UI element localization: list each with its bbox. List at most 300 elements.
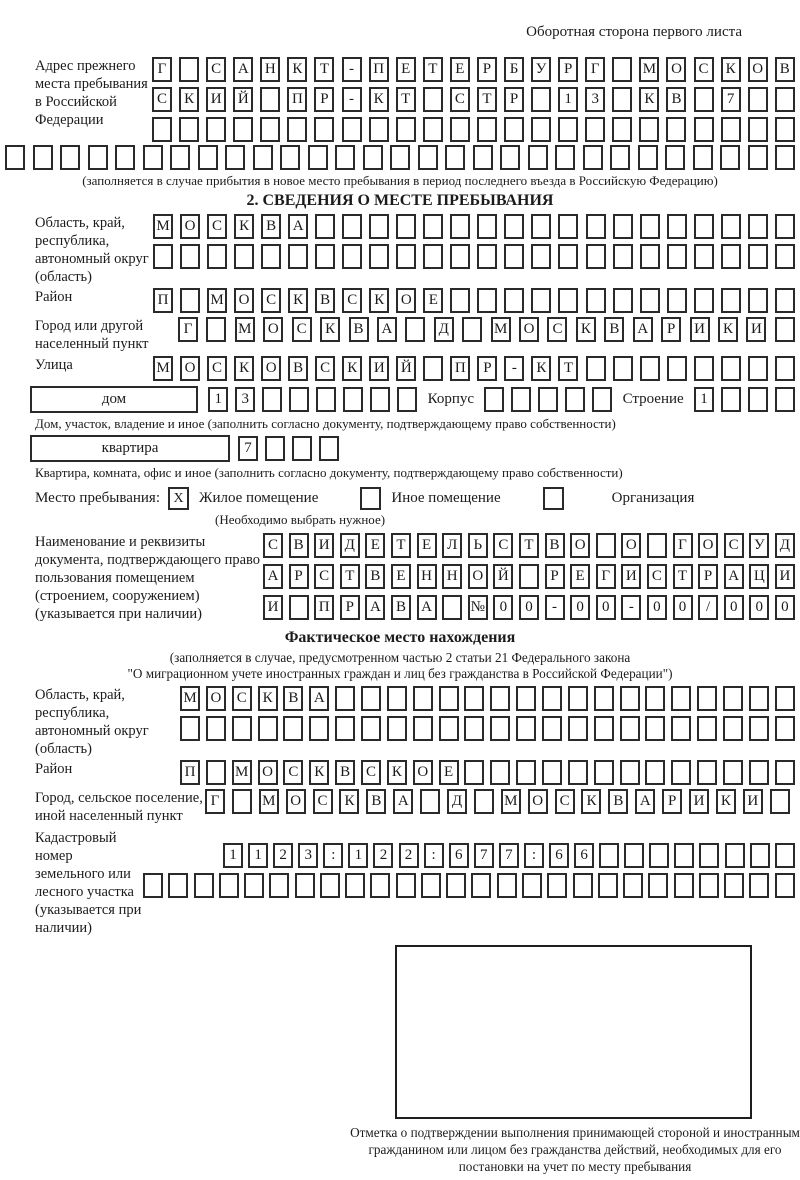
char-cell[interactable] xyxy=(775,356,795,381)
char-cell[interactable] xyxy=(531,87,551,112)
char-cell[interactable]: В xyxy=(283,686,303,711)
char-cell[interactable] xyxy=(295,873,315,898)
char-cell[interactable] xyxy=(612,117,632,142)
char-cell[interactable]: - xyxy=(621,595,641,620)
char-cell[interactable] xyxy=(5,145,25,170)
char-cell[interactable]: У xyxy=(749,533,769,558)
char-cell[interactable] xyxy=(613,244,633,269)
char-cell[interactable] xyxy=(531,214,551,239)
char-cell[interactable]: С xyxy=(493,533,513,558)
char-cell[interactable]: С xyxy=(232,686,252,711)
char-cell[interactable]: С xyxy=(207,356,227,381)
char-cell[interactable]: К xyxy=(718,317,738,342)
char-cell[interactable] xyxy=(640,214,660,239)
char-cell[interactable]: С xyxy=(694,57,714,82)
char-cell[interactable]: : xyxy=(524,843,544,868)
char-cell[interactable] xyxy=(667,214,687,239)
char-cell[interactable] xyxy=(645,716,665,741)
char-cell[interactable] xyxy=(219,873,239,898)
char-cell[interactable]: И xyxy=(263,595,283,620)
char-cell[interactable] xyxy=(542,760,562,785)
char-cell[interactable]: 0 xyxy=(647,595,667,620)
char-cell[interactable]: Т xyxy=(477,87,497,112)
char-cell[interactable]: И xyxy=(775,564,795,589)
char-cell[interactable]: 6 xyxy=(549,843,569,868)
char-cell[interactable]: К xyxy=(287,57,307,82)
char-cell[interactable]: В xyxy=(261,214,281,239)
char-cell[interactable]: К xyxy=(234,214,254,239)
char-cell[interactable] xyxy=(775,117,795,142)
char-cell[interactable] xyxy=(477,117,497,142)
char-cell[interactable]: А xyxy=(263,564,283,589)
char-cell[interactable]: К xyxy=(288,288,308,313)
char-cell[interactable] xyxy=(484,387,504,412)
char-cell[interactable] xyxy=(423,87,443,112)
char-cell[interactable] xyxy=(721,288,741,313)
char-cell[interactable] xyxy=(645,760,665,785)
char-cell[interactable] xyxy=(748,387,768,412)
char-cell[interactable]: К xyxy=(339,789,359,814)
char-cell[interactable]: В xyxy=(775,57,795,82)
char-cell[interactable]: 7 xyxy=(474,843,494,868)
char-cell[interactable]: П xyxy=(153,288,173,313)
char-cell[interactable]: К xyxy=(639,87,659,112)
char-cell[interactable] xyxy=(397,387,417,412)
char-cell[interactable] xyxy=(262,387,282,412)
checkbox-zhiloe[interactable]: X xyxy=(168,487,189,510)
char-cell[interactable] xyxy=(522,873,542,898)
char-cell[interactable]: И xyxy=(689,789,709,814)
char-cell[interactable] xyxy=(511,387,531,412)
char-cell[interactable] xyxy=(207,244,227,269)
char-cell[interactable] xyxy=(748,288,768,313)
char-cell[interactable] xyxy=(396,873,416,898)
char-cell[interactable]: Т xyxy=(423,57,443,82)
char-cell[interactable] xyxy=(586,244,606,269)
char-cell[interactable] xyxy=(369,117,389,142)
char-cell[interactable] xyxy=(265,436,285,461)
char-cell[interactable]: 0 xyxy=(775,595,795,620)
char-cell[interactable]: М xyxy=(259,789,279,814)
char-cell[interactable] xyxy=(775,87,795,112)
char-cell[interactable] xyxy=(490,686,510,711)
char-cell[interactable] xyxy=(674,873,694,898)
char-cell[interactable]: О xyxy=(234,288,254,313)
char-cell[interactable]: К xyxy=(387,760,407,785)
char-cell[interactable] xyxy=(558,214,578,239)
char-cell[interactable]: 0 xyxy=(724,595,744,620)
char-cell[interactable]: В xyxy=(604,317,624,342)
char-cell[interactable]: П xyxy=(450,356,470,381)
char-cell[interactable]: Е xyxy=(391,564,411,589)
char-cell[interactable]: 1 xyxy=(348,843,368,868)
char-cell[interactable]: 2 xyxy=(273,843,293,868)
char-cell[interactable] xyxy=(723,760,743,785)
char-cell[interactable] xyxy=(568,760,588,785)
char-cell[interactable]: К xyxy=(369,288,389,313)
char-cell[interactable]: В xyxy=(288,356,308,381)
char-cell[interactable] xyxy=(225,145,245,170)
char-cell[interactable] xyxy=(314,117,334,142)
char-cell[interactable]: Е xyxy=(365,533,385,558)
char-cell[interactable] xyxy=(289,387,309,412)
char-cell[interactable] xyxy=(464,686,484,711)
char-cell[interactable] xyxy=(423,214,443,239)
char-cell[interactable] xyxy=(462,317,482,342)
char-cell[interactable] xyxy=(558,244,578,269)
char-cell[interactable] xyxy=(244,873,264,898)
char-cell[interactable] xyxy=(748,87,768,112)
char-cell[interactable] xyxy=(592,387,612,412)
char-cell[interactable]: Т xyxy=(519,533,539,558)
char-cell[interactable]: И xyxy=(743,789,763,814)
char-cell[interactable] xyxy=(421,873,441,898)
char-cell[interactable] xyxy=(477,244,497,269)
char-cell[interactable] xyxy=(423,244,443,269)
char-cell[interactable] xyxy=(206,760,226,785)
char-cell[interactable] xyxy=(667,244,687,269)
char-cell[interactable] xyxy=(647,533,667,558)
char-cell[interactable] xyxy=(638,145,658,170)
char-cell[interactable]: О xyxy=(621,533,641,558)
char-cell[interactable] xyxy=(289,595,309,620)
char-cell[interactable]: 2 xyxy=(373,843,393,868)
char-cell[interactable]: Р xyxy=(477,356,497,381)
char-cell[interactable]: Й xyxy=(396,356,416,381)
char-cell[interactable] xyxy=(343,387,363,412)
char-cell[interactable] xyxy=(723,716,743,741)
char-cell[interactable]: 3 xyxy=(298,843,318,868)
char-cell[interactable]: О xyxy=(748,57,768,82)
char-cell[interactable]: С xyxy=(283,760,303,785)
char-cell[interactable] xyxy=(198,145,218,170)
char-cell[interactable]: К xyxy=(258,686,278,711)
char-cell[interactable]: Й xyxy=(233,87,253,112)
char-cell[interactable] xyxy=(450,117,470,142)
char-cell[interactable] xyxy=(143,145,163,170)
char-cell[interactable] xyxy=(194,873,214,898)
char-cell[interactable]: В xyxy=(366,789,386,814)
char-cell[interactable] xyxy=(418,145,438,170)
char-cell[interactable]: Г xyxy=(673,533,693,558)
char-cell[interactable]: Г xyxy=(205,789,225,814)
char-cell[interactable] xyxy=(504,117,524,142)
char-cell[interactable]: Р xyxy=(698,564,718,589)
char-cell[interactable] xyxy=(369,214,389,239)
char-cell[interactable] xyxy=(620,686,640,711)
char-cell[interactable] xyxy=(396,214,416,239)
char-cell[interactable]: О xyxy=(206,686,226,711)
char-cell[interactable]: Т xyxy=(396,87,416,112)
char-cell[interactable]: 6 xyxy=(574,843,594,868)
char-cell[interactable] xyxy=(180,244,200,269)
char-cell[interactable] xyxy=(568,716,588,741)
char-cell[interactable]: Н xyxy=(417,564,437,589)
char-cell[interactable]: И xyxy=(690,317,710,342)
char-cell[interactable] xyxy=(723,686,743,711)
char-cell[interactable] xyxy=(775,214,795,239)
char-cell[interactable] xyxy=(390,145,410,170)
char-cell[interactable] xyxy=(594,760,614,785)
char-cell[interactable] xyxy=(445,145,465,170)
char-cell[interactable] xyxy=(260,117,280,142)
char-cell[interactable]: 7 xyxy=(721,87,741,112)
char-cell[interactable] xyxy=(253,145,273,170)
char-cell[interactable] xyxy=(694,288,714,313)
char-cell[interactable]: Р xyxy=(340,595,360,620)
char-cell[interactable] xyxy=(33,145,53,170)
char-cell[interactable]: 0 xyxy=(749,595,769,620)
char-cell[interactable] xyxy=(504,288,524,313)
char-cell[interactable] xyxy=(464,716,484,741)
char-cell[interactable] xyxy=(586,288,606,313)
char-cell[interactable]: - xyxy=(342,57,362,82)
char-cell[interactable] xyxy=(260,87,280,112)
char-cell[interactable] xyxy=(594,686,614,711)
char-cell[interactable]: Р xyxy=(661,317,681,342)
char-cell[interactable] xyxy=(232,789,252,814)
char-cell[interactable] xyxy=(345,873,365,898)
char-cell[interactable]: - xyxy=(504,356,524,381)
char-cell[interactable] xyxy=(586,356,606,381)
char-cell[interactable] xyxy=(596,533,616,558)
char-cell[interactable]: В xyxy=(335,760,355,785)
char-cell[interactable]: П xyxy=(314,595,334,620)
char-cell[interactable]: А xyxy=(633,317,653,342)
char-cell[interactable] xyxy=(309,716,329,741)
char-cell[interactable]: А xyxy=(417,595,437,620)
char-cell[interactable] xyxy=(721,387,741,412)
char-cell[interactable]: В xyxy=(365,564,385,589)
char-cell[interactable]: М xyxy=(207,288,227,313)
char-cell[interactable] xyxy=(649,843,669,868)
char-cell[interactable] xyxy=(542,716,562,741)
char-cell[interactable] xyxy=(667,288,687,313)
char-cell[interactable]: С xyxy=(313,789,333,814)
char-cell[interactable]: Т xyxy=(340,564,360,589)
char-cell[interactable] xyxy=(153,244,173,269)
char-cell[interactable] xyxy=(542,686,562,711)
checkbox-org[interactable] xyxy=(543,487,564,510)
char-cell[interactable]: С xyxy=(263,533,283,558)
char-cell[interactable] xyxy=(623,873,643,898)
char-cell[interactable] xyxy=(500,145,520,170)
char-cell[interactable] xyxy=(775,317,795,342)
char-cell[interactable] xyxy=(361,716,381,741)
char-cell[interactable] xyxy=(370,387,390,412)
char-cell[interactable] xyxy=(269,873,289,898)
char-cell[interactable]: Т xyxy=(673,564,693,589)
char-cell[interactable]: К xyxy=(179,87,199,112)
char-cell[interactable] xyxy=(287,117,307,142)
char-cell[interactable] xyxy=(361,686,381,711)
char-cell[interactable]: П xyxy=(369,57,389,82)
char-cell[interactable] xyxy=(598,873,618,898)
char-cell[interactable] xyxy=(234,244,254,269)
char-cell[interactable]: А xyxy=(233,57,253,82)
char-cell[interactable] xyxy=(477,214,497,239)
char-cell[interactable] xyxy=(748,145,768,170)
char-cell[interactable] xyxy=(504,244,524,269)
char-cell[interactable]: 0 xyxy=(519,595,539,620)
char-cell[interactable] xyxy=(143,873,163,898)
char-cell[interactable] xyxy=(516,716,536,741)
char-cell[interactable] xyxy=(612,87,632,112)
char-cell[interactable]: Г xyxy=(178,317,198,342)
char-cell[interactable] xyxy=(748,244,768,269)
char-cell[interactable]: Ц xyxy=(749,564,769,589)
char-cell[interactable] xyxy=(206,716,226,741)
char-cell[interactable]: 0 xyxy=(570,595,590,620)
char-cell[interactable]: 0 xyxy=(493,595,513,620)
char-cell[interactable]: И xyxy=(314,533,334,558)
char-cell[interactable] xyxy=(624,843,644,868)
char-cell[interactable]: В xyxy=(349,317,369,342)
char-cell[interactable]: М xyxy=(153,214,173,239)
char-cell[interactable]: О xyxy=(570,533,590,558)
char-cell[interactable] xyxy=(725,843,745,868)
char-cell[interactable] xyxy=(694,117,714,142)
char-cell[interactable] xyxy=(721,244,741,269)
char-cell[interactable] xyxy=(749,686,769,711)
char-cell[interactable]: 1 xyxy=(223,843,243,868)
char-cell[interactable] xyxy=(464,760,484,785)
char-cell[interactable]: С xyxy=(207,214,227,239)
char-cell[interactable] xyxy=(180,288,200,313)
char-cell[interactable] xyxy=(558,117,578,142)
char-cell[interactable]: Г xyxy=(596,564,616,589)
char-cell[interactable]: С xyxy=(342,288,362,313)
char-cell[interactable]: Ь xyxy=(468,533,488,558)
char-cell[interactable] xyxy=(342,214,362,239)
char-cell[interactable]: К xyxy=(576,317,596,342)
char-cell[interactable] xyxy=(420,789,440,814)
char-cell[interactable] xyxy=(775,244,795,269)
char-cell[interactable]: Е xyxy=(450,57,470,82)
char-cell[interactable] xyxy=(775,873,795,898)
char-cell[interactable]: И xyxy=(746,317,766,342)
char-cell[interactable] xyxy=(450,244,470,269)
char-cell[interactable]: 2 xyxy=(399,843,419,868)
char-cell[interactable]: 3 xyxy=(585,87,605,112)
char-cell[interactable]: К xyxy=(716,789,736,814)
char-cell[interactable] xyxy=(775,686,795,711)
char-cell[interactable] xyxy=(721,356,741,381)
char-cell[interactable] xyxy=(442,595,462,620)
char-cell[interactable]: С xyxy=(361,760,381,785)
char-cell[interactable]: П xyxy=(180,760,200,785)
char-cell[interactable] xyxy=(206,117,226,142)
char-cell[interactable] xyxy=(699,843,719,868)
char-cell[interactable] xyxy=(504,214,524,239)
char-cell[interactable] xyxy=(315,244,335,269)
char-cell[interactable] xyxy=(308,145,328,170)
char-cell[interactable] xyxy=(519,564,539,589)
char-cell[interactable] xyxy=(423,356,443,381)
char-cell[interactable]: Е xyxy=(439,760,459,785)
char-cell[interactable] xyxy=(316,387,336,412)
char-cell[interactable]: М xyxy=(491,317,511,342)
char-cell[interactable] xyxy=(516,686,536,711)
char-cell[interactable]: А xyxy=(635,789,655,814)
char-cell[interactable]: 3 xyxy=(235,387,255,412)
char-cell[interactable]: О xyxy=(286,789,306,814)
char-cell[interactable]: В xyxy=(608,789,628,814)
char-cell[interactable]: - xyxy=(545,595,565,620)
char-cell[interactable] xyxy=(648,873,668,898)
char-cell[interactable] xyxy=(369,244,389,269)
char-cell[interactable] xyxy=(749,716,769,741)
char-cell[interactable]: К xyxy=(369,87,389,112)
char-cell[interactable]: О xyxy=(698,533,718,558)
char-cell[interactable]: В xyxy=(545,533,565,558)
char-cell[interactable] xyxy=(370,873,390,898)
char-cell[interactable] xyxy=(531,117,551,142)
char-cell[interactable] xyxy=(667,356,687,381)
char-cell[interactable]: 7 xyxy=(499,843,519,868)
char-cell[interactable]: С xyxy=(724,533,744,558)
char-cell[interactable]: Р xyxy=(662,789,682,814)
char-cell[interactable] xyxy=(770,789,790,814)
char-cell[interactable]: О xyxy=(261,356,281,381)
char-cell[interactable]: В xyxy=(666,87,686,112)
char-cell[interactable]: В xyxy=(315,288,335,313)
char-cell[interactable] xyxy=(599,843,619,868)
char-cell[interactable] xyxy=(320,873,340,898)
char-cell[interactable] xyxy=(531,244,551,269)
char-cell[interactable]: 6 xyxy=(449,843,469,868)
char-cell[interactable]: М xyxy=(501,789,521,814)
char-cell[interactable]: Н xyxy=(442,564,462,589)
char-cell[interactable]: О xyxy=(528,789,548,814)
char-cell[interactable] xyxy=(639,117,659,142)
char-cell[interactable]: М xyxy=(153,356,173,381)
char-cell[interactable]: А xyxy=(309,686,329,711)
char-cell[interactable] xyxy=(446,873,466,898)
char-cell[interactable] xyxy=(490,760,510,785)
char-cell[interactable] xyxy=(693,145,713,170)
char-cell[interactable] xyxy=(568,686,588,711)
char-cell[interactable]: Р xyxy=(504,87,524,112)
char-cell[interactable] xyxy=(170,145,190,170)
char-cell[interactable] xyxy=(748,356,768,381)
char-cell[interactable] xyxy=(206,317,226,342)
char-cell[interactable] xyxy=(528,145,548,170)
char-cell[interactable] xyxy=(363,145,383,170)
char-cell[interactable]: Н xyxy=(260,57,280,82)
char-cell[interactable]: 1 xyxy=(694,387,714,412)
char-cell[interactable]: Е xyxy=(423,288,443,313)
char-cell[interactable] xyxy=(538,387,558,412)
char-cell[interactable] xyxy=(775,716,795,741)
char-cell[interactable] xyxy=(283,716,303,741)
char-cell[interactable] xyxy=(335,145,355,170)
char-cell[interactable] xyxy=(671,716,691,741)
char-cell[interactable] xyxy=(497,873,517,898)
char-cell[interactable] xyxy=(450,214,470,239)
char-cell[interactable] xyxy=(671,760,691,785)
char-cell[interactable]: И xyxy=(369,356,389,381)
char-cell[interactable]: О xyxy=(666,57,686,82)
char-cell[interactable]: У xyxy=(531,57,551,82)
char-cell[interactable] xyxy=(775,760,795,785)
char-cell[interactable]: № xyxy=(468,595,488,620)
char-cell[interactable]: Р xyxy=(558,57,578,82)
char-cell[interactable] xyxy=(471,873,491,898)
char-cell[interactable]: А xyxy=(288,214,308,239)
char-cell[interactable]: О xyxy=(413,760,433,785)
char-cell[interactable]: 1 xyxy=(558,87,578,112)
